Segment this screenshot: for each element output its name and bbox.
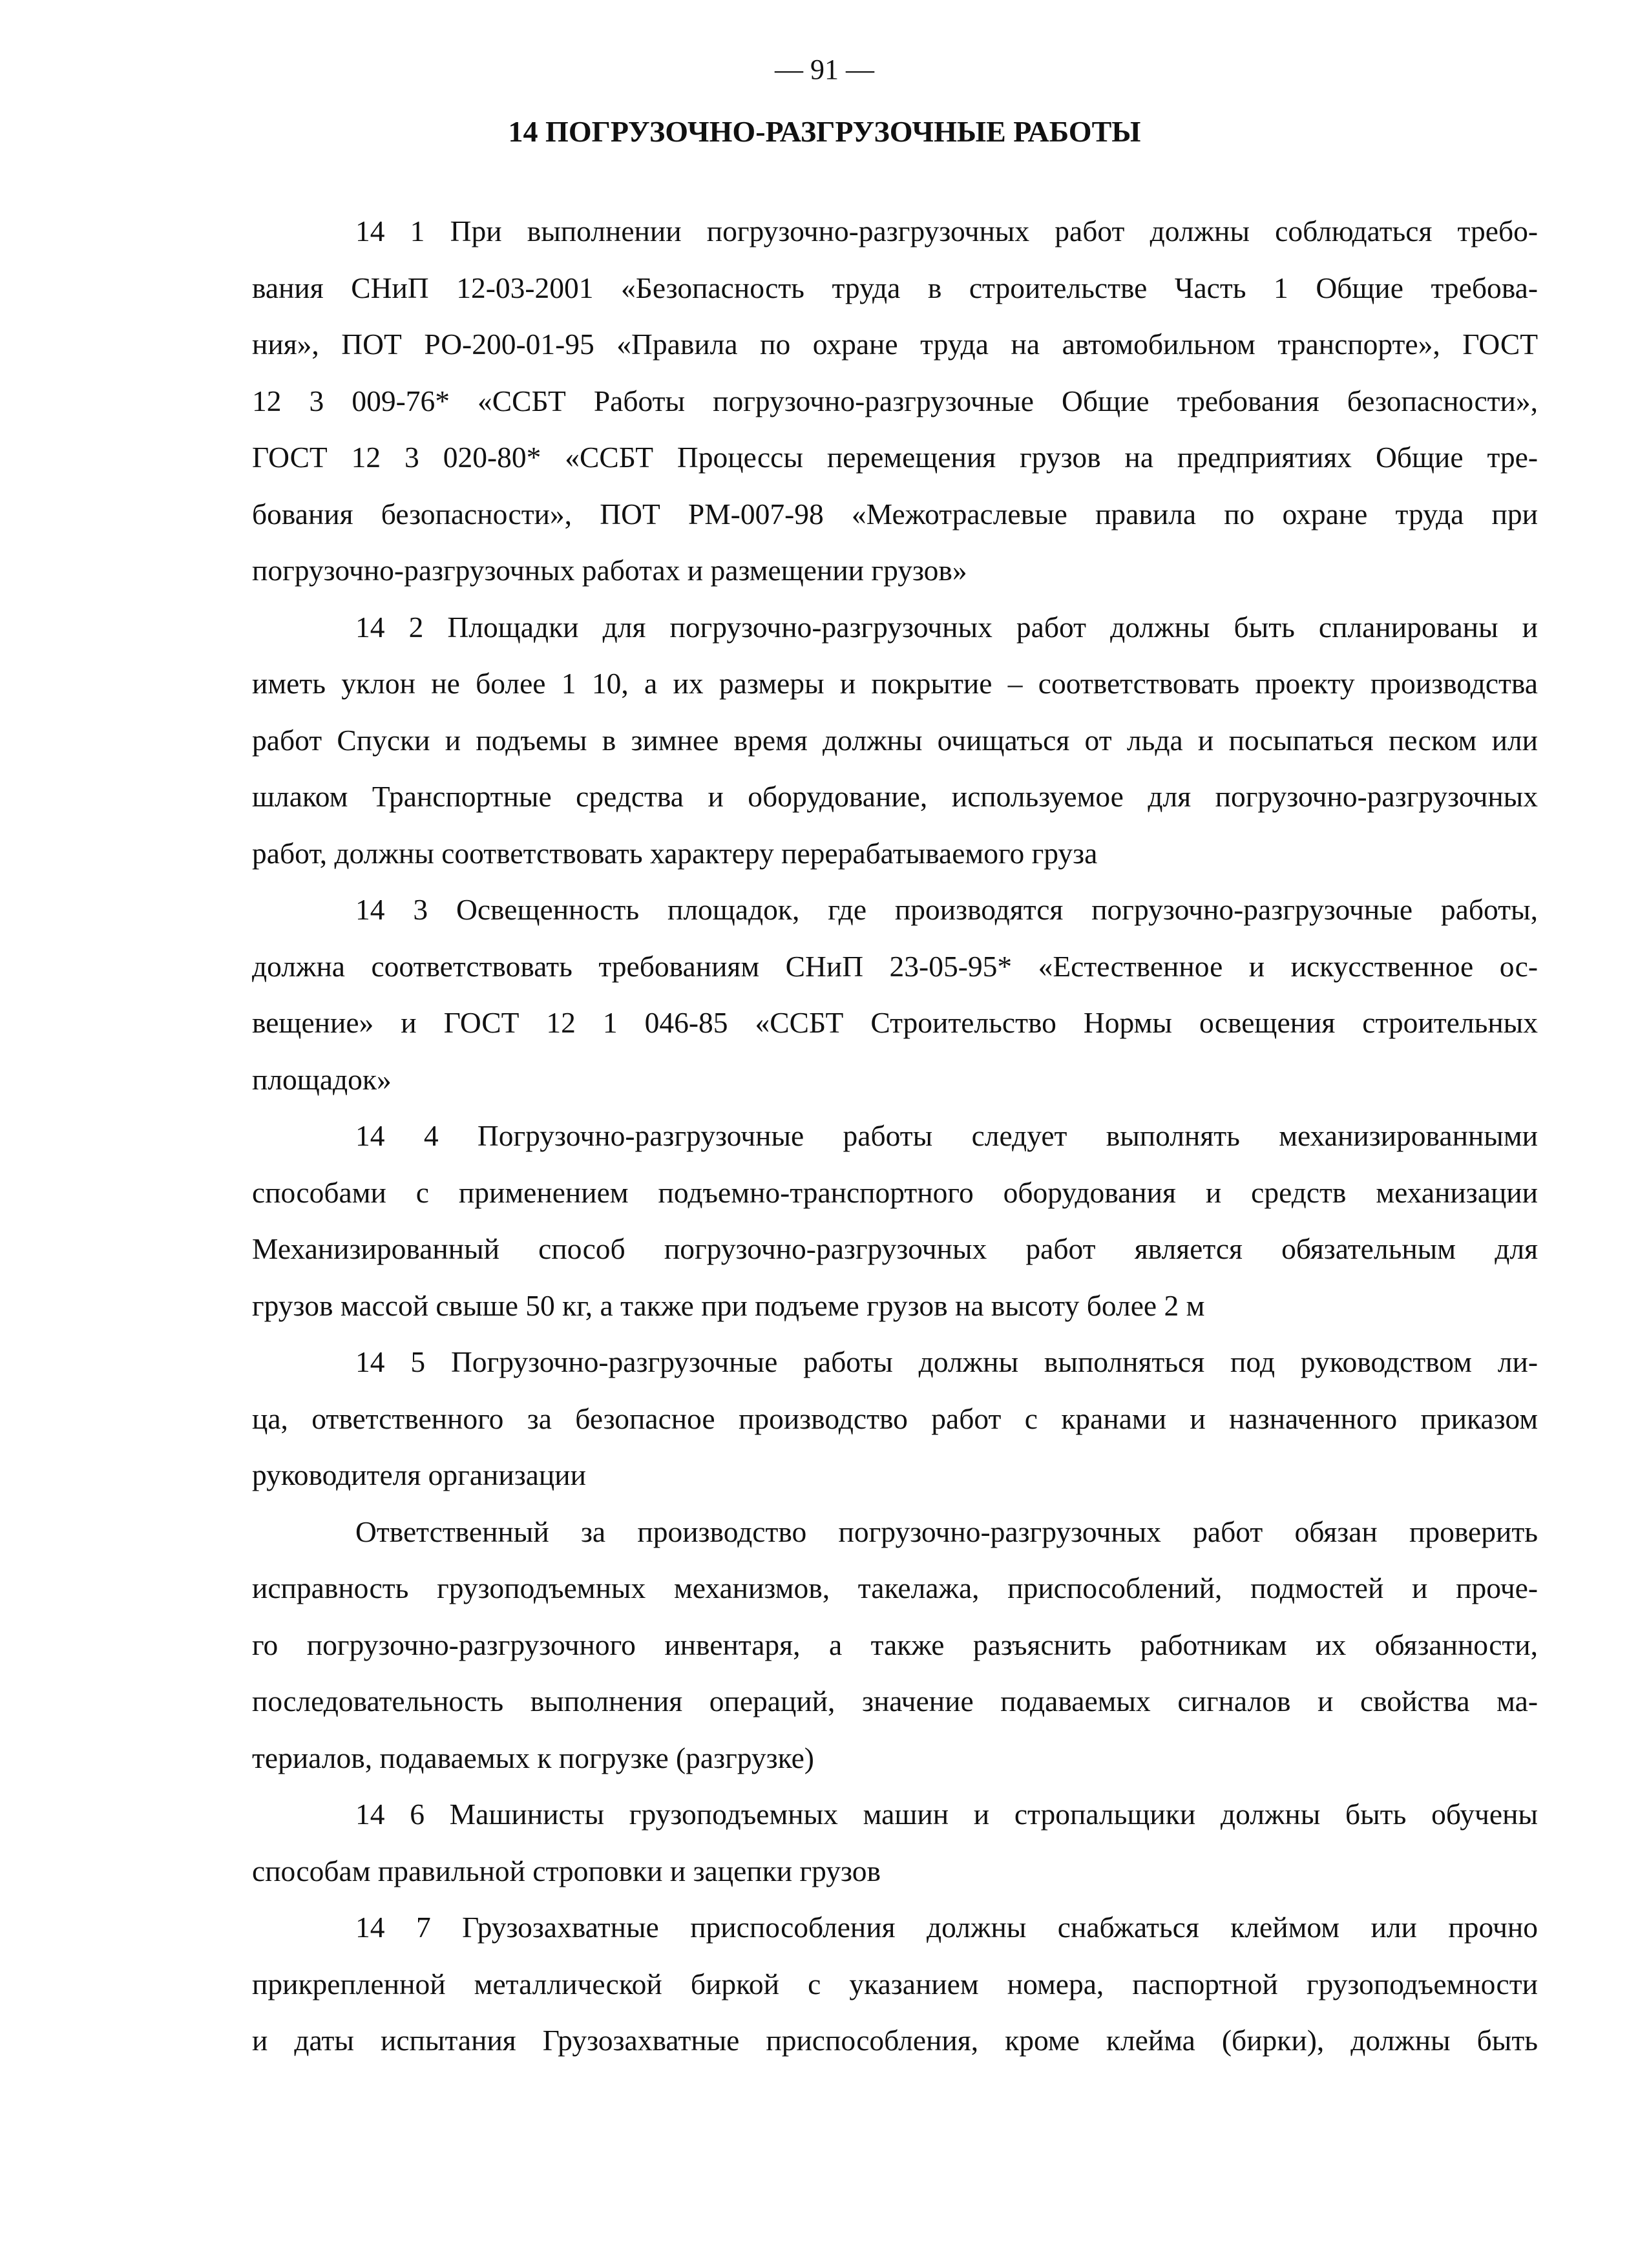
text-line: площадок» [252,1062,392,1096]
text-line: 14 1 При выполнении погрузочно-разгрузочных работ должны соблюдаться требо- [355,215,1538,247]
text-line: способам правильной строповки и зацепки грузов [252,1854,881,1887]
text-line: должна соответствовать требованиям СНиП 23-05-95* «Естественное и искусственное ос- [252,949,1538,983]
text-line: работ Спуски и подъемы в зимнее время должны очищаться от льда и посыпаться песком или [252,723,1538,757]
text-line: ния», ПОТ РО-200-01-95 «Правила по охране труда на автомобильном транспорте», ГОСТ [252,328,1538,361]
text-line: иметь уклон не более 1 10, а их размеры и покрытие – соответствовать проекту производства [252,667,1538,700]
text-line: вещение» и ГОСТ 12 1 046-85 «ССБТ Строительство Нормы освещения строительных [252,1006,1538,1039]
text-line: и даты испытания Грузозахватные приспособления, кроме клейма (бирки), должны быть [252,2024,1538,2057]
section-title: 14 ПОГРУЗОЧНО-РАЗГРУЗОЧНЫЕ РАБОТЫ [508,115,1141,148]
text-line: териалов, подаваемых к погрузке (разгрузке) [252,1741,814,1774]
text-line: 14 2 Площадки для погрузочно-разгрузочных работ должны быть спланированы и [355,610,1538,644]
text-line: исправность грузоподъемных механизмов, такелажа, приспособлений, подмостей и проче- [252,1571,1538,1604]
text-line: ца, ответственного за безопасное производство работ с кранами и назначенного приказом [252,1402,1538,1435]
text-line: ГОСТ 12 3 020-80* «ССБТ Процессы перемещения грузов на предприятиях Общие тре- [252,441,1538,474]
text-line: 14 5 Погрузочно-разгрузочные работы должны выполняться под руководством ли- [355,1345,1538,1378]
text-line: 14 6 Машинисты грузоподъемных машин и стропальщики должны быть обучены [355,1798,1538,1831]
body-text [252,203,1538,2069]
text-line: 14 4 Погрузочно-разгрузочные работы следует выполнять механизированными [355,1119,1538,1152]
text-line: руководителя организации [252,1458,586,1491]
text-line: бования безопасности», ПОТ РМ-007-98 «Межотраслевые правила по охране труда при [252,497,1538,530]
text-line: Механизированный способ погрузочно-разгрузочных работ является обязательным для [252,1232,1538,1265]
text-line: последовательность выполнения операций, значение подаваемых сигналов и свойства ма- [252,1685,1538,1717]
text-line: вания СНиП 12-03-2001 «Безопасность труда в строительстве Часть 1 Общие требова- [252,271,1538,304]
text-line: способами с применением подъемно-транспортного оборудования и средств механизации [252,1175,1538,1209]
text-line: погрузочно-разгрузочных работах и размещении грузов» [252,554,967,587]
text-line: 14 3 Освещенность площадок, где производятся погрузочно-разгрузочные работы, [355,893,1538,926]
page-number: — 91 — [775,54,874,85]
text-line: 12 3 009-76* «ССБТ Работы погрузочно-разгрузочные Общие требования безопасности», [252,384,1538,417]
text-line: 14 7 Грузозахватные приспособления должны снабжаться клеймом или прочно [355,1911,1538,1944]
text-line: го погрузочно-разгрузочного инвентаря, а также разъяснить работникам их обязанности, [252,1628,1538,1661]
text-line: работ, должны соответствовать характеру перерабатываемого груза [252,836,1098,870]
text-line: шлаком Транспортные средства и оборудование, используемое для погрузочно-разгрузочных [252,780,1538,813]
text-line: Ответственный за производство погрузочно-разгрузочных работ обязан проверить [355,1515,1538,1548]
text-line: прикрепленной металлической биркой с указанием номера, паспортной грузоподъемности [252,1967,1538,2000]
text-line: грузов массой свыше 50 кг, а также при подъеме грузов на высоту более 2 м [252,1288,1205,1322]
